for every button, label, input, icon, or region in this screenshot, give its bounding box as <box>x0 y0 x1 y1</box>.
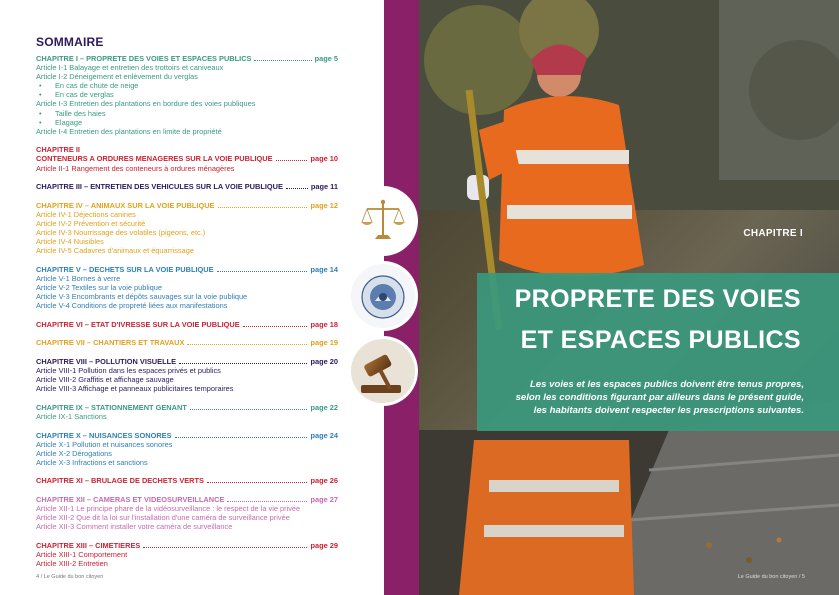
toc-chapter-entry[interactable] <box>36 541 338 550</box>
toc-chapter-title: CHAPITRE IX – STATIONNEMENT GENANT <box>36 402 187 412</box>
toc-article: Article IV-3 Nourrissage des volatiles (pigeons, etc.) <box>36 228 206 237</box>
toc-article: Article VIII-2 Graffitis et affichage sauvage <box>36 375 174 385</box>
toc-chapter-title: CHAPITRE VIII – POLLUTION VISUELLE <box>36 356 177 366</box>
toc-page-number: page 12 <box>310 200 338 210</box>
left-footer: 4 / Le Guide du bon citoyen <box>36 574 104 580</box>
toc-bullet-item: • Taille des haies <box>36 109 338 118</box>
town-seal-logo <box>351 264 415 328</box>
toc-leader-dots <box>217 266 308 272</box>
toc-article: Article X-1 Pollution et nuisances sonores <box>36 439 173 449</box>
toc-chapter-title: CHAPITRE V – DECHETS SUR LA VOIE PUBLIQUE <box>36 264 214 274</box>
toc-chapter-title: CHAPITRE XIII – CIMETIERES <box>36 540 141 550</box>
toc-chapter-entry[interactable] <box>36 338 338 347</box>
toc-article: Article I-3 Entretien des plantations en bordure des voies publiques <box>36 99 256 109</box>
toc-leader-dots <box>207 477 308 483</box>
right-footer: Le Guide du bon citoyen / 5 <box>737 574 805 580</box>
toc-section <box>36 495 338 531</box>
toc-chapter-entry[interactable] <box>36 476 338 485</box>
toc-chapter-title: CONTENEURS A ORDURES MENAGERES SUR LA VOIE PUBLIQUE <box>36 154 273 164</box>
toc-section <box>36 338 338 347</box>
toc-page-number: page 26 <box>310 476 338 486</box>
toc-leader-dots <box>143 542 307 548</box>
toc-section <box>36 54 338 136</box>
toc-section <box>36 431 338 467</box>
toc-chapter-entry[interactable] <box>36 265 338 274</box>
toc-page-number: page 24 <box>310 430 338 440</box>
chapter-label: CHAPITRE I <box>743 228 803 239</box>
toc-section <box>36 403 338 421</box>
toc-article: Article XII-1 Le principe phare de la vidéosurveillance : le respect de la vie privée <box>36 504 301 514</box>
toc-chapter-entry[interactable] <box>36 54 338 63</box>
chapter-heading-line2: ET ESPACES PUBLICS <box>520 326 801 354</box>
toc-page-number: page 18 <box>310 319 338 329</box>
left-page <box>0 0 384 595</box>
toc-page-number: page 27 <box>310 494 338 504</box>
toc-article: Article V-2 Textiles sur la voie publique <box>36 282 162 292</box>
toc-chapter-title: CHAPITRE VII – CHANTIERS ET TRAVAUX <box>36 338 185 348</box>
toc-bullet-item: • Elagage <box>36 118 338 127</box>
toc-page-number: page 20 <box>310 356 338 366</box>
toc-bullet-item: • En cas de verglas <box>36 90 338 99</box>
toc-leader-dots <box>190 404 308 410</box>
toc-page-number: page 11 <box>310 182 338 192</box>
toc-article: Article IV-4 Nuisibles <box>36 237 104 247</box>
toc-leader-dots <box>218 202 308 208</box>
toc-article: Article XIII-1 Comportement <box>36 549 128 559</box>
toc-chapter-entry[interactable] <box>36 154 338 163</box>
toc-chapter-title: CHAPITRE VI – ETAT D'IVRESSE SUR LA VOIE PUBLIQUE <box>36 319 240 329</box>
right-page <box>419 0 839 595</box>
toc-chapter-entry[interactable] <box>36 201 338 210</box>
toc-leader-dots <box>175 432 308 438</box>
toc-chapter-title: CHAPITRE X – NUISANCES SONORES <box>36 430 172 440</box>
toc-leader-dots <box>276 155 308 161</box>
toc-section <box>36 541 338 568</box>
toc-page-number: page 19 <box>310 338 338 348</box>
toc-page-number: page 22 <box>310 402 338 412</box>
toc-chapter-entry[interactable] <box>36 357 338 366</box>
toc-leader-dots <box>243 321 308 327</box>
toc-section <box>36 320 338 329</box>
toc-chapter-title: CHAPITRE III – ENTRETIEN DES VEHICULES SUR LA VOIE PUBLIQUE <box>36 182 283 192</box>
toc-title: SOMMAIRE <box>36 35 104 49</box>
toc-article: Article IV-1 Déjections canines <box>36 209 136 219</box>
toc-section <box>36 182 338 191</box>
toc-article: Article VIII-1 Pollution dans les espaces privés et publics <box>36 366 221 376</box>
toc-leader-dots <box>187 339 307 345</box>
toc-section <box>36 201 338 256</box>
toc-leader-dots <box>286 183 308 189</box>
toc-section <box>36 476 338 485</box>
chapter-heading-line1: PROPRETE DES VOIES <box>514 285 801 313</box>
toc-article: Article V-3 Encombrants et dépôts sauvages sur la voie publique <box>36 292 248 302</box>
gavel-icon <box>351 339 415 403</box>
toc-article: Article XII-3 Comment installer votre caméra de surveillance <box>36 522 233 532</box>
toc-chapter-entry[interactable] <box>36 320 338 329</box>
toc-article: Article XIII-2 Entretien <box>36 559 108 569</box>
toc-chapter-title: CHAPITRE I – PROPRETE DES VOIES ET ESPACES PUBLICS <box>36 54 252 63</box>
toc-page-number: page 29 <box>310 540 338 550</box>
toc-article: Article IV-2 Prévention et sécurité <box>36 218 146 228</box>
toc-chapter-title: CHAPITRE IV – ANIMAUX SUR LA VOIE PUBLIQUE <box>36 200 215 210</box>
toc-page-number: page 14 <box>310 264 338 274</box>
toc-chapter-entry[interactable] <box>36 431 338 440</box>
toc-article: Article I-1 Balayage et entretien des trottoirs et caniveaux <box>36 63 224 73</box>
toc-chapter-entry[interactable] <box>36 403 338 412</box>
toc-article: Article X-3 Infractions et sanctions <box>36 457 148 467</box>
toc-chapter-number: CHAPITRE II <box>36 145 80 155</box>
toc-page-number: page 5 <box>314 54 338 63</box>
toc-article: Article IX-1 Sanctions <box>36 411 107 421</box>
toc-article: Article X-2 Dérogations <box>36 448 112 458</box>
toc-bullet-item: • En cas de chute de neige <box>36 81 338 90</box>
toc-chapter-title: CHAPITRE XI – BRULAGE DE DECHETS VERTS <box>36 476 204 486</box>
chapter-intro: Les voies et les espaces publics doivent être tenus propres, selon les conditions figurant par ailleurs dans le présent guide, les habitants doivent respecter les prescriptions suivantes. <box>515 379 804 416</box>
toc-leader-dots <box>254 55 311 61</box>
justice-scales-icon <box>351 189 415 253</box>
toc-chapter-entry[interactable] <box>36 182 338 191</box>
toc-chapter-entry[interactable] <box>36 495 338 504</box>
toc-article: Article V-4 Conditions de propreté liées aux manifestations <box>36 301 228 311</box>
chapter-banner <box>477 273 839 431</box>
toc-section <box>36 357 338 393</box>
toc-article: Article I-4 Entretien des plantations en limite de propriété <box>36 126 222 136</box>
toc-article: Article IV-5 Cadavres d'animaux et équarrissage <box>36 246 194 256</box>
toc-leader-dots <box>227 496 307 502</box>
toc-section <box>36 145 338 172</box>
toc-article: Article V-1 Bornes à verre <box>36 273 121 283</box>
toc-page-number: page 10 <box>310 154 338 164</box>
toc-article: Article I-2 Déneigement et enlèvement du verglas <box>36 72 198 82</box>
toc-chapter-title: CHAPITRE XII – CAMERAS ET VIDEOSURVEILLANCE <box>36 494 225 504</box>
toc-article: Article II-1 Rangement des conteneurs à ordures ménagères <box>36 163 235 173</box>
toc-article: Article VIII-3 Affichage et panneaux publicitaires temporaires <box>36 384 234 394</box>
toc-section <box>36 265 338 310</box>
toc-article: Article XII-2 Que dit la loi sur l'installation d'une caméra de surveillance privée <box>36 513 290 523</box>
table-of-contents <box>36 54 338 578</box>
toc-leader-dots <box>179 358 307 364</box>
